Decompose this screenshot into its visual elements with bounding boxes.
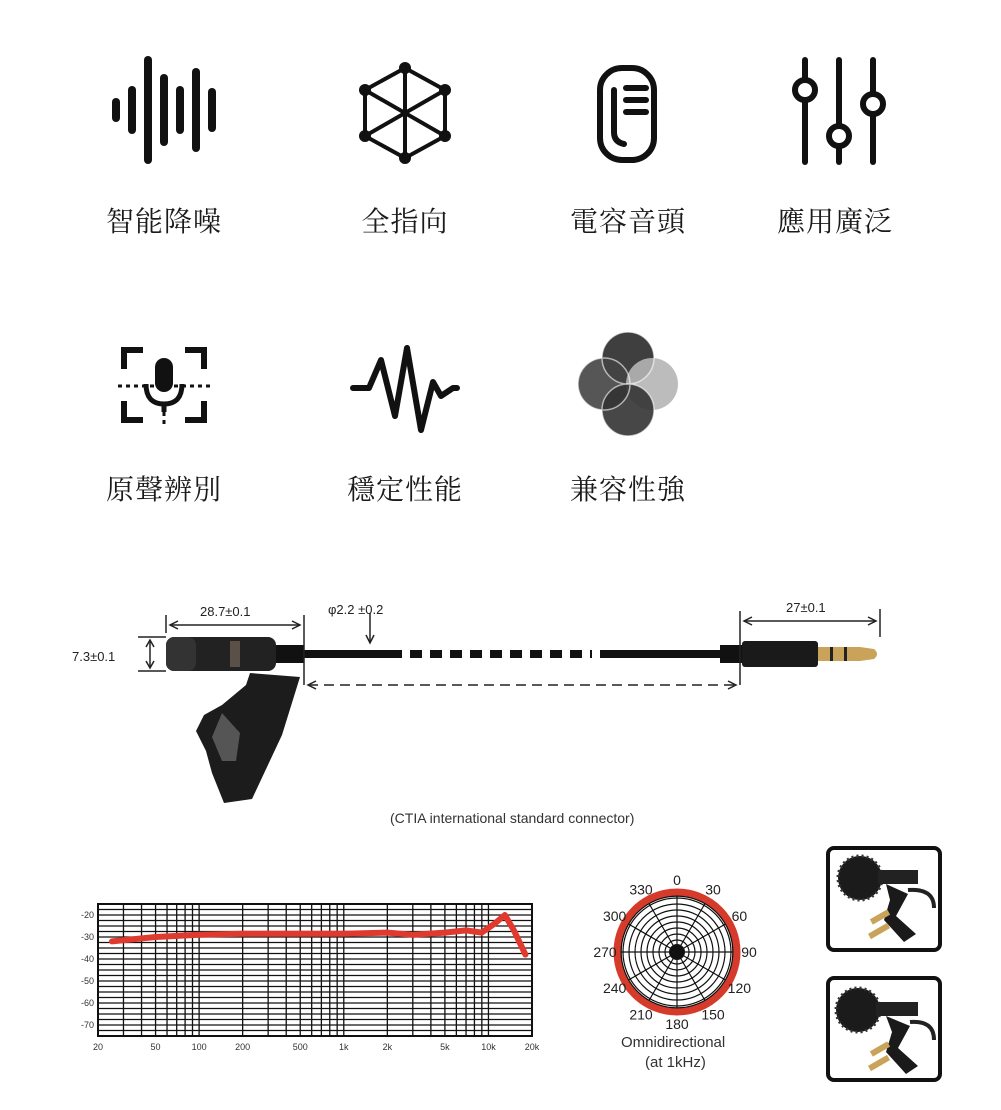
- x-tick-label: 500: [292, 1042, 308, 1052]
- x-tick-label: 100: [191, 1042, 207, 1052]
- dimension-diagram: [0, 585, 1001, 835]
- feature-noise-reduction: [84, 50, 244, 250]
- polar-angle-label: 150: [701, 1006, 725, 1023]
- polar-angle-label: 0: [673, 872, 681, 888]
- feature-label: 應用廣泛: [776, 205, 893, 238]
- feature-label: 智能降噪: [105, 205, 222, 238]
- feature-label: 兼容性強: [569, 473, 686, 506]
- pulse-icon: [325, 330, 485, 440]
- polar-angle-label: 300: [602, 908, 627, 924]
- polar-angle-label: 120: [727, 980, 752, 996]
- clip-microphone-image: [830, 850, 938, 948]
- feature-label: 穩定性能: [346, 473, 463, 506]
- polar-subtitle: (at 1kHz): [645, 1054, 706, 1071]
- feature-voice-recognition: [84, 330, 244, 510]
- polar-angle-label: 210: [629, 1006, 653, 1023]
- polar-center: [669, 944, 685, 960]
- clip-microphone-image: [830, 980, 938, 1078]
- plug-length-label: 27±0.1: [786, 600, 826, 615]
- microphone-capsule-icon: [548, 50, 708, 170]
- polar-angle-label: 30: [705, 881, 721, 898]
- mic-length-label: 28.7±0.1: [200, 604, 251, 619]
- x-tick-label: 200: [235, 1042, 251, 1052]
- omni-hexagon-icon: [325, 50, 485, 170]
- feature-condenser-capsule: [548, 50, 708, 250]
- feature-wide-application: [755, 50, 915, 250]
- y-tick-label: -70: [80, 1020, 94, 1030]
- polar-angle-label: 180: [665, 1016, 689, 1032]
- feature-compatibility: [548, 330, 708, 510]
- y-tick-label: -30: [80, 932, 94, 942]
- feature-stable-performance: [325, 330, 485, 510]
- x-tick-label: 20: [92, 1042, 104, 1052]
- connector-note: (CTIA international standard connector): [390, 810, 635, 826]
- x-tick-label: 1k: [339, 1042, 349, 1052]
- x-tick-label: 2k: [382, 1042, 393, 1052]
- frequency-response-chart: [70, 890, 610, 1070]
- y-tick-label: -40: [80, 954, 94, 964]
- polar-angle-label: 90: [741, 944, 757, 960]
- polar-title: Omnidirectional: [621, 1034, 726, 1051]
- feature-label: 原聲辨別: [105, 473, 222, 506]
- microphone-diagram: [0, 585, 1001, 815]
- mic-diameter-label: 7.3±0.1: [72, 649, 116, 664]
- x-tick-label: 20k: [524, 1042, 540, 1052]
- equalizer-sliders-icon: [755, 50, 915, 170]
- x-tick-label: 5k: [440, 1042, 450, 1052]
- overlapping-circles-icon: [548, 330, 708, 440]
- product-photo-1: [826, 846, 942, 952]
- feature-label: 電容音頭: [569, 205, 686, 238]
- polar-angle-label: 270: [593, 944, 617, 960]
- voice-scan-icon: [84, 330, 244, 440]
- x-tick-label: 10k: [481, 1042, 496, 1052]
- y-tick-label: -60: [80, 998, 94, 1008]
- polar-angle-label: 60: [731, 908, 748, 924]
- cable-diameter-label: φ2.2 ±0.2: [328, 602, 384, 617]
- x-tick-label: 50: [150, 1042, 161, 1052]
- waveform-icon: [84, 50, 244, 170]
- polar-angle-label: 330: [629, 881, 653, 898]
- y-tick-label: -50: [80, 976, 94, 986]
- feature-omnidirectional: [325, 50, 485, 250]
- feature-label: 全指向: [361, 205, 449, 238]
- polar-angle-label: 240: [602, 980, 627, 996]
- product-photo-2: [826, 976, 942, 1082]
- y-tick-label: -20: [80, 910, 94, 920]
